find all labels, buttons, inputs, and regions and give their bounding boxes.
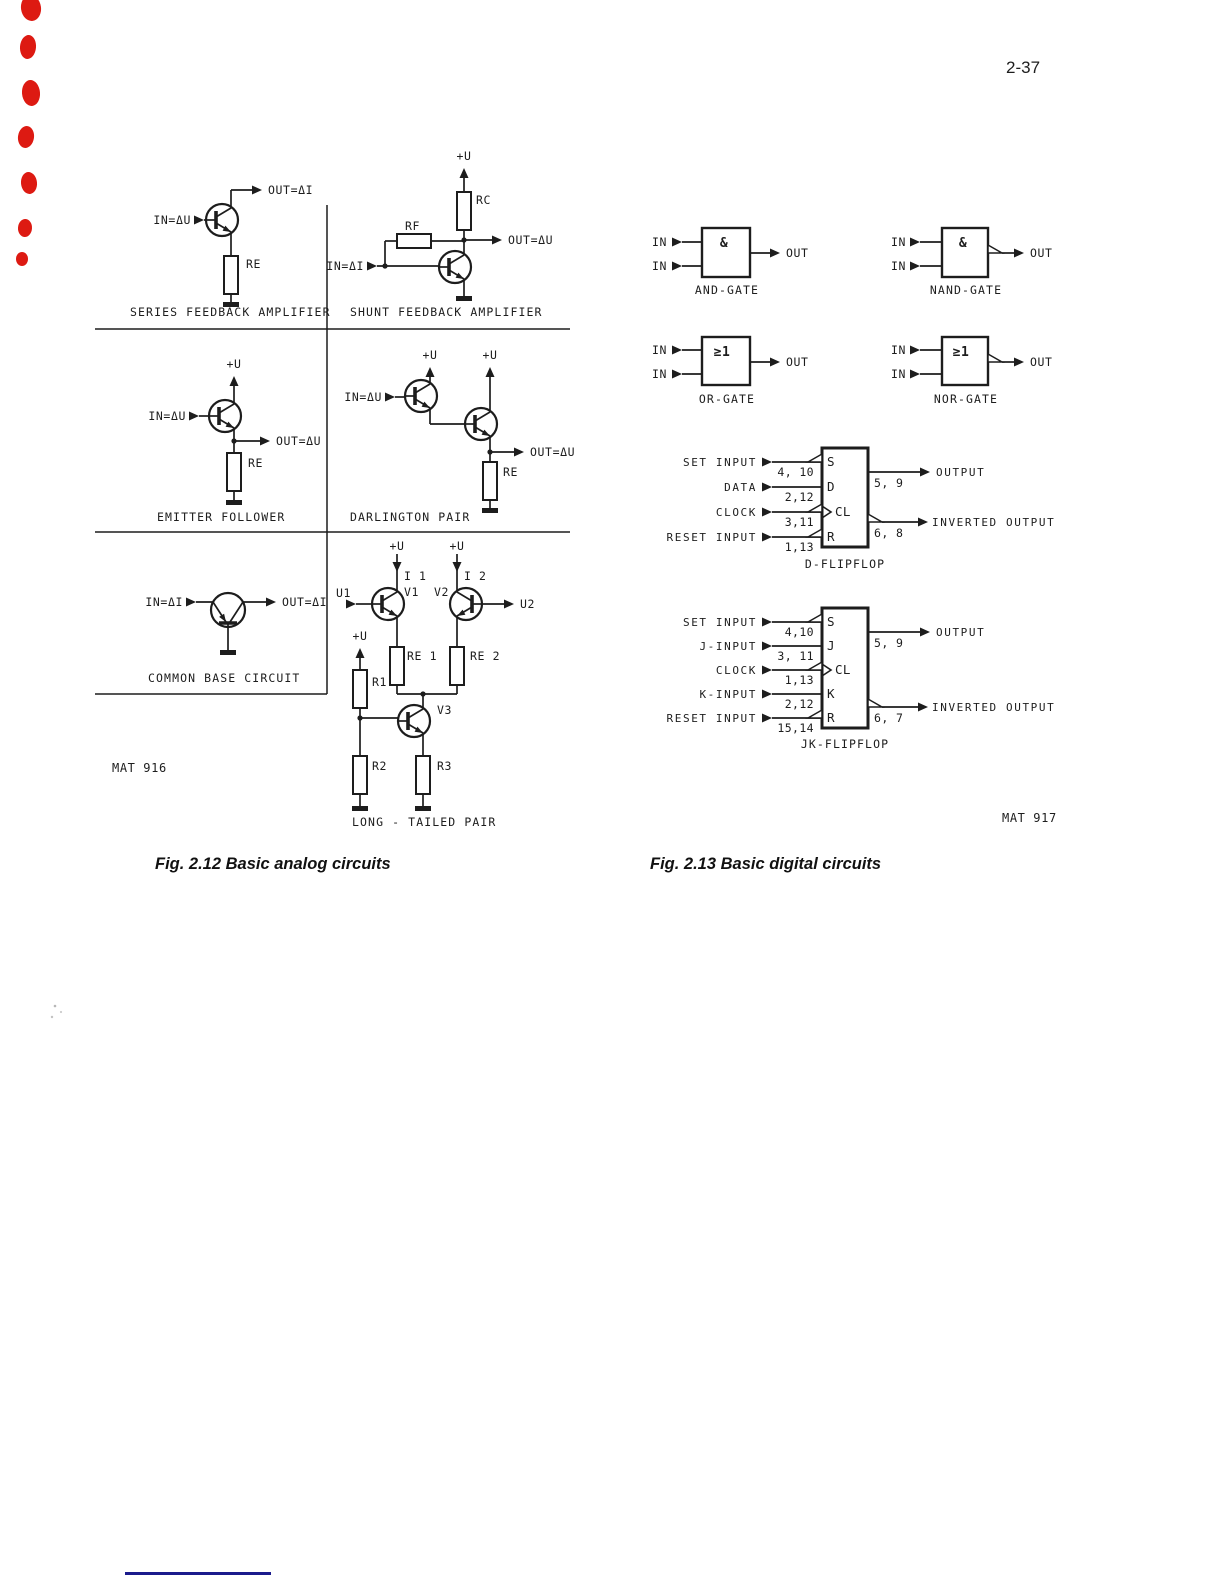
port-label: J	[827, 638, 835, 653]
in-label: IN	[890, 259, 906, 273]
transistor-symbol	[465, 408, 497, 440]
in-label: IN	[651, 343, 667, 357]
rc-label: RC	[476, 193, 492, 207]
re1-label: RE 1	[407, 649, 438, 663]
re-label: RE	[503, 465, 519, 479]
ff-input-label: RESET INPUT	[666, 531, 757, 544]
ff-output-label: INVERTED OUTPUT	[932, 516, 1056, 529]
output-arrow-icon	[920, 468, 930, 477]
gate-title: NAND-GATE	[929, 283, 1003, 297]
supply-label: +U	[422, 348, 438, 362]
port-label: R	[827, 710, 835, 725]
input-arrow-icon	[367, 262, 377, 271]
figure-caption-analog: Fig. 2.12 Basic analog circuits	[155, 855, 391, 873]
ff-input-label: K-INPUT	[699, 688, 757, 701]
input-label: IN=ΔU	[344, 390, 382, 404]
circuit-title: LONG - TAILED PAIR	[352, 815, 497, 829]
mat-label-digital: MAT 917	[1002, 811, 1057, 825]
r3-label: R3	[437, 759, 453, 773]
pin-numbers: 1,13	[784, 540, 814, 554]
input-arrow-icon	[910, 346, 920, 355]
emitter-arrow-icon	[219, 614, 226, 622]
nand-gate	[891, 228, 1053, 297]
re-label: RE	[246, 257, 262, 271]
page-number: 2-37	[1006, 58, 1041, 77]
out-label: OUT	[786, 355, 809, 369]
circuit-title: EMITTER FOLLOWER	[157, 510, 286, 524]
gate-symbol: &	[719, 236, 729, 251]
input-arrow-icon	[385, 393, 395, 402]
resistor-re	[483, 462, 497, 500]
transistor-v2	[450, 588, 482, 620]
input-label: IN=ΔI	[326, 259, 364, 273]
output-arrow-icon	[1014, 358, 1024, 367]
input-arrow-icon	[910, 370, 920, 379]
long-tailed-pair	[336, 539, 535, 829]
red-edge-mark	[19, 0, 42, 22]
ff-input-label: SET INPUT	[682, 616, 757, 629]
out-label: OUT	[1030, 246, 1053, 260]
gate-symbol: ≥1	[952, 345, 970, 360]
ground-icon	[456, 296, 472, 301]
input-arrow-icon	[672, 346, 682, 355]
gate-title: AND-GATE	[694, 283, 760, 297]
speckle	[51, 1016, 53, 1018]
red-edge-mark	[16, 252, 28, 266]
circuit-title: DARLINGTON PAIR	[350, 510, 471, 524]
v1-label: V1	[404, 585, 420, 599]
port-label: S	[827, 454, 835, 469]
in-label: IN	[890, 367, 906, 381]
ground-icon	[415, 806, 431, 811]
supply-label: +U	[389, 539, 405, 553]
red-edge-mark	[19, 34, 37, 59]
input-arrow-icon	[910, 238, 920, 247]
pin-numbers: 6, 8	[874, 526, 904, 540]
input-label: IN=ΔU	[153, 213, 191, 227]
jk-flipflop	[667, 608, 1056, 751]
supply-label: +U	[456, 149, 472, 163]
input-arrow-icon	[672, 370, 682, 379]
inversion-wedge-icon	[868, 514, 882, 522]
supply-label: +U	[226, 357, 242, 371]
out-label: OUT	[786, 246, 809, 260]
u1-arrow-icon	[346, 600, 356, 609]
output-arrow-icon	[260, 437, 270, 446]
inversion-wedge-icon	[808, 614, 822, 622]
rf-label: RF	[405, 219, 421, 233]
red-edge-mark	[17, 125, 36, 149]
pin-numbers: 3,11	[784, 515, 814, 529]
input-arrow-icon	[762, 618, 772, 627]
resistor-re2	[450, 647, 464, 685]
current-arrow-icon	[393, 562, 402, 572]
figure-caption-digital: Fig. 2.13 Basic digital circuits	[650, 855, 882, 873]
u1-label: U1	[336, 586, 352, 600]
analog-figure	[95, 149, 575, 829]
port-label: R	[827, 529, 835, 544]
transistor-symbol	[209, 400, 241, 432]
i2-label: I 2	[464, 569, 487, 583]
ff-input-label: SET INPUT	[682, 456, 757, 469]
output-label: OUT=ΔI	[282, 595, 328, 609]
or-gate	[652, 337, 809, 406]
flipflop-title: D-FLIPFLOP	[804, 557, 886, 571]
inversion-wedge-icon	[808, 710, 822, 718]
output-arrow-icon	[1014, 249, 1024, 258]
shunt-feedback-amplifier	[326, 149, 553, 319]
in-label: IN	[651, 259, 667, 273]
output-arrow-icon	[770, 249, 780, 258]
output-arrow-icon	[266, 598, 276, 607]
input-arrow-icon	[762, 714, 772, 723]
in-label: IN	[890, 235, 906, 249]
ff-input-label: DATA	[724, 481, 757, 494]
in-label: IN	[651, 235, 667, 249]
transistor-v1	[372, 588, 404, 620]
output-arrow-icon	[252, 186, 262, 195]
speckle	[54, 1005, 57, 1008]
in-label: IN	[651, 367, 667, 381]
pin-numbers: 15,14	[777, 721, 814, 735]
input-arrow-icon	[762, 666, 772, 675]
input-arrow-icon	[762, 483, 772, 492]
ff-output-label: INVERTED OUTPUT	[932, 701, 1056, 714]
current-arrow-icon	[453, 562, 462, 572]
supply-label: +U	[352, 629, 368, 643]
gate-symbol: &	[958, 236, 968, 251]
ff-input-label: CLOCK	[715, 664, 757, 677]
u2-label: U2	[520, 597, 536, 611]
input-arrow-icon	[194, 216, 204, 225]
output-label: OUT=ΔU	[276, 434, 322, 448]
port-label: CL	[835, 504, 851, 519]
transistor-symbol	[439, 251, 471, 283]
ground-icon	[482, 508, 498, 513]
circuit-title: SERIES FEEDBACK AMPLIFIER	[130, 305, 331, 319]
resistor-re	[227, 453, 241, 491]
input-arrow-icon	[189, 412, 199, 421]
input-arrow-icon	[910, 262, 920, 271]
pin-numbers: 4, 10	[777, 465, 814, 479]
output-label: OUT=ΔU	[508, 233, 554, 247]
input-arrow-icon	[672, 262, 682, 271]
inversion-wedge-icon	[808, 454, 822, 462]
supply-label: +U	[482, 348, 498, 362]
input-arrow-icon	[186, 598, 196, 607]
ground-icon	[220, 650, 236, 655]
transistor-v3	[398, 705, 430, 737]
gate-symbol: ≥1	[713, 345, 731, 360]
red-edge-mark	[21, 79, 41, 106]
pin-numbers: 2,12	[784, 490, 814, 504]
output-label: OUT=ΔU	[530, 445, 576, 459]
ground-icon	[226, 500, 242, 505]
inversion-wedge-icon	[808, 662, 822, 670]
digital-figure	[652, 228, 1057, 825]
input-arrow-icon	[762, 508, 772, 517]
ff-output-label: OUTPUT	[936, 626, 986, 639]
circuit-title: COMMON BASE CIRCUIT	[148, 671, 301, 685]
red-edge-mark	[20, 171, 38, 195]
collector-lead	[230, 602, 243, 622]
output-arrow-icon	[918, 703, 928, 712]
circuit-title: SHUNT FEEDBACK AMPLIFIER	[350, 305, 543, 319]
resistor-re1	[390, 647, 404, 685]
resistor-re	[224, 256, 238, 294]
output-arrow-icon	[492, 236, 502, 245]
resistor-r2	[353, 756, 367, 794]
pin-numbers: 4,10	[784, 625, 814, 639]
input-label: IN=ΔU	[148, 409, 186, 423]
u2-arrow-icon	[504, 600, 514, 609]
r1-label: R1	[372, 675, 388, 689]
pin-numbers: 1,13	[784, 673, 814, 687]
resistor-rc	[457, 192, 471, 230]
output-label: OUT=ΔI	[268, 183, 314, 197]
speckle	[60, 1011, 62, 1013]
pin-numbers: 6, 7	[874, 711, 904, 725]
ground-icon	[352, 806, 368, 811]
input-arrow-icon	[762, 642, 772, 651]
re2-label: RE 2	[470, 649, 501, 663]
mat-label-analog: MAT 916	[112, 761, 167, 775]
pin-numbers: 3, 11	[777, 649, 814, 663]
scan-artifacts	[16, 0, 271, 1575]
nor-gate	[891, 337, 1053, 406]
v3-label: V3	[437, 703, 453, 717]
inversion-wedge-icon	[988, 245, 1002, 253]
ff-input-label: RESET INPUT	[666, 712, 757, 725]
gate-title: NOR-GATE	[933, 392, 999, 406]
darlington-pair	[344, 348, 575, 524]
out-label: OUT	[1030, 355, 1053, 369]
i1-label: I 1	[404, 569, 427, 583]
resistor-rf	[397, 234, 431, 248]
port-label: D	[827, 479, 835, 494]
pin-numbers: 2,12	[784, 697, 814, 711]
input-arrow-icon	[762, 533, 772, 542]
pin-numbers: 5, 9	[874, 476, 904, 490]
transistor-symbol	[206, 204, 238, 236]
transistor-symbol	[405, 380, 437, 412]
red-edge-mark	[17, 219, 32, 238]
inversion-wedge-icon	[808, 529, 822, 537]
input-label: IN=ΔI	[145, 595, 183, 609]
gate-title: OR-GATE	[698, 392, 756, 406]
flipflop-title: JK-FLIPFLOP	[800, 737, 890, 751]
v2-label: V2	[434, 585, 450, 599]
pin-numbers: 5, 9	[874, 636, 904, 650]
figure-grid-lines	[95, 205, 570, 694]
port-label: K	[827, 686, 835, 701]
resistor-r1	[353, 670, 367, 708]
input-arrow-icon	[672, 238, 682, 247]
ff-output-label: OUTPUT	[936, 466, 986, 479]
inversion-wedge-icon	[988, 354, 1002, 362]
port-label: S	[827, 614, 835, 629]
blue-underline	[125, 1572, 271, 1575]
port-label: CL	[835, 662, 851, 677]
ff-input-label: J-INPUT	[699, 640, 757, 653]
common-base-circuit	[145, 593, 327, 685]
ff-input-label: CLOCK	[715, 506, 757, 519]
input-arrow-icon	[762, 690, 772, 699]
in-label: IN	[890, 343, 906, 357]
resistor-r3	[416, 756, 430, 794]
d-flipflop	[667, 448, 1056, 571]
output-arrow-icon	[514, 448, 524, 457]
emitter-follower	[148, 357, 321, 524]
input-arrow-icon	[762, 458, 772, 467]
series-feedback-amplifier	[130, 183, 331, 319]
and-gate	[652, 228, 809, 297]
output-arrow-icon	[920, 628, 930, 637]
output-arrow-icon	[918, 518, 928, 527]
inversion-wedge-icon	[868, 699, 882, 707]
supply-label: +U	[449, 539, 465, 553]
r2-label: R2	[372, 759, 388, 773]
output-arrow-icon	[770, 358, 780, 367]
re-label: RE	[248, 456, 264, 470]
inversion-wedge-icon	[808, 504, 822, 512]
